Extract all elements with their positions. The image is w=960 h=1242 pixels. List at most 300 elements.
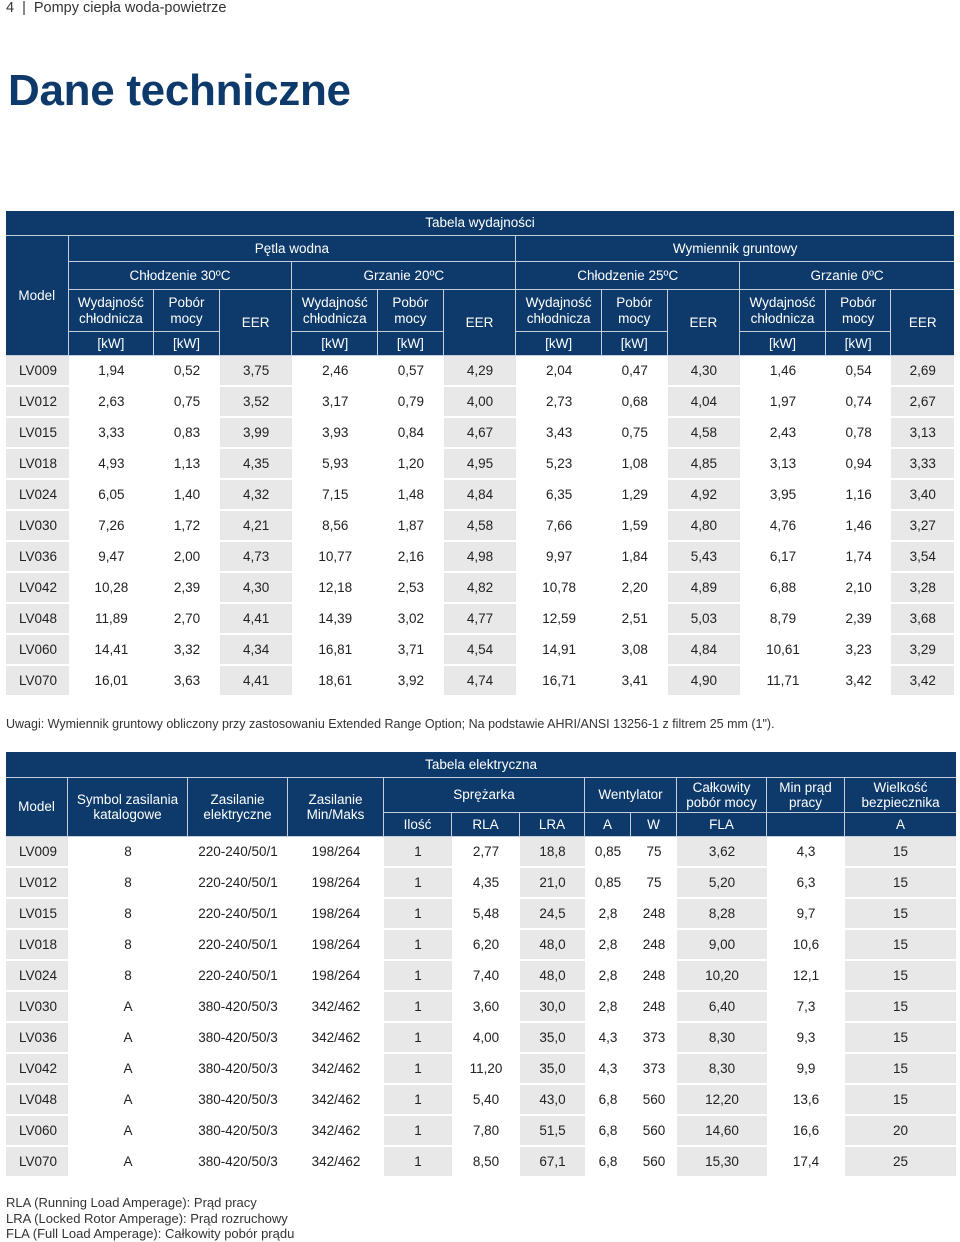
table-cell: 0,78 <box>826 418 892 449</box>
table-cell: 75 <box>631 837 677 868</box>
table-cell: 8 <box>68 930 188 961</box>
table-cell: 10,61 <box>740 635 826 666</box>
row-model: LV018 <box>6 930 68 961</box>
table-cell: 1,72 <box>154 511 220 542</box>
table-cell: 75 <box>631 868 677 899</box>
table-cell: 24,5 <box>520 899 585 930</box>
table-cell: 220-240/50/1 <box>188 837 288 868</box>
row-model: LV060 <box>6 1116 68 1147</box>
table-cell: 8 <box>68 837 188 868</box>
table-cell: 8,30 <box>677 1023 767 1054</box>
table-cell: 342/462 <box>288 1054 384 1085</box>
table-cell: 6,17 <box>740 542 826 573</box>
col-power: Pobór mocy <box>154 290 220 332</box>
table-row <box>6 899 956 930</box>
table-cell: A <box>68 1054 188 1085</box>
table-cell: 5,40 <box>452 1085 520 1116</box>
table-cell: 4,84 <box>444 480 517 511</box>
table-cell: 30,0 <box>520 992 585 1023</box>
col-capacity: Wydajność chłodnicza <box>69 290 155 332</box>
unit-kw: [kW] <box>154 332 220 356</box>
table-cell: 0,75 <box>154 387 220 418</box>
table-cell: 11,20 <box>452 1054 520 1085</box>
table-cell: 248 <box>631 961 677 992</box>
table-cell: 3,13 <box>891 418 954 449</box>
table-cell: 2,20 <box>602 573 668 604</box>
sub-quantity: Ilość <box>384 813 452 837</box>
group-compressor: Sprężarka <box>384 778 585 813</box>
table-cell: 380-420/50/3 <box>188 1085 288 1116</box>
table-cell: 5,20 <box>677 868 767 899</box>
table-row <box>6 1085 956 1116</box>
legend-rla: RLA (Running Load Amperage): Prąd pracy <box>6 1195 257 1210</box>
table-cell: 2,04 <box>516 356 602 387</box>
table-cell: 6,20 <box>452 930 520 961</box>
table-cell: 4,77 <box>444 604 517 635</box>
table-row <box>6 480 954 511</box>
table-cell: 2,53 <box>378 573 444 604</box>
table-cell: 14,91 <box>516 635 602 666</box>
table-cell: 4,58 <box>444 511 517 542</box>
table-cell: 3,54 <box>891 542 954 573</box>
table-cell: 15 <box>845 1023 956 1054</box>
table-cell: 18,61 <box>292 666 378 697</box>
table-row <box>6 573 954 604</box>
table-cell: 12,18 <box>292 573 378 604</box>
table-cell: 0,57 <box>378 356 444 387</box>
performance-table <box>6 211 954 697</box>
table-cell: A <box>68 1023 188 1054</box>
unit-kw: [kW] <box>602 332 668 356</box>
table-row <box>6 449 954 480</box>
table-cell: 4,3 <box>585 1054 631 1085</box>
table-cell: 2,70 <box>154 604 220 635</box>
row-model: LV012 <box>6 868 68 899</box>
table-cell: 16,01 <box>69 666 155 697</box>
table-cell: 560 <box>631 1116 677 1147</box>
table-cell: 1,46 <box>740 356 826 387</box>
page-title: Dane techniczne <box>8 66 351 115</box>
unit-kw: [kW] <box>292 332 378 356</box>
table-cell: 0,83 <box>154 418 220 449</box>
table-cell: 4,04 <box>668 387 741 418</box>
table-cell: 4,90 <box>668 666 741 697</box>
col-power: Pobór mocy <box>826 290 892 332</box>
table-cell: 3,42 <box>891 666 954 697</box>
table-cell: 13,6 <box>767 1085 845 1116</box>
unit-kw: [kW] <box>69 332 155 356</box>
table-cell: 4,89 <box>668 573 741 604</box>
col-model: Model <box>6 236 69 356</box>
table-cell: 9,00 <box>677 930 767 961</box>
table-cell: 14,60 <box>677 1116 767 1147</box>
table-cell: 35,0 <box>520 1023 585 1054</box>
performance-rows <box>6 356 954 697</box>
table-cell: 1 <box>384 1116 452 1147</box>
row-model: LV048 <box>6 1085 68 1116</box>
table-cell: 342/462 <box>288 992 384 1023</box>
table-cell: 4,00 <box>452 1023 520 1054</box>
table-cell: 4,85 <box>668 449 741 480</box>
table-cell: 0,47 <box>602 356 668 387</box>
table-cell: 3,23 <box>826 635 892 666</box>
group-water-loop: Pętla wodna <box>69 236 517 262</box>
table-cell: 20 <box>845 1116 956 1147</box>
table-cell: 1,94 <box>69 356 155 387</box>
table-cell: 4,74 <box>444 666 517 697</box>
unit-kw: [kW] <box>826 332 892 356</box>
table-cell: 220-240/50/1 <box>188 899 288 930</box>
table-row <box>6 930 956 961</box>
col-power: Pobór mocy <box>602 290 668 332</box>
table-cell: 3,32 <box>154 635 220 666</box>
table-cell: 3,60 <box>452 992 520 1023</box>
mode-cooling-25: Chłodzenie 25ºC <box>516 262 740 290</box>
col-supply: Zasilanie elektryczne <box>188 778 288 837</box>
row-model: LV015 <box>6 899 68 930</box>
table-cell: 4,3 <box>585 1023 631 1054</box>
table-cell: 10,20 <box>677 961 767 992</box>
table-cell: 5,03 <box>668 604 741 635</box>
table-cell: 248 <box>631 899 677 930</box>
table-cell: 7,15 <box>292 480 378 511</box>
group-ground-exchanger: Wymiennik gruntowy <box>516 236 954 262</box>
table-cell: 25 <box>845 1147 956 1178</box>
page-number: 4 <box>6 0 15 16</box>
abbreviation-legend <box>6 1195 294 1242</box>
table-cell: 2,8 <box>585 961 631 992</box>
unit-kw: [kW] <box>378 332 444 356</box>
table-cell: 6,05 <box>69 480 155 511</box>
table-cell: 2,16 <box>378 542 444 573</box>
table-row <box>6 992 956 1023</box>
table-cell: 2,10 <box>826 573 892 604</box>
table-cell: 3,33 <box>69 418 155 449</box>
table-cell: 3,95 <box>740 480 826 511</box>
table-cell: 4,73 <box>220 542 293 573</box>
table-cell: 1 <box>384 1023 452 1054</box>
table-cell: 2,77 <box>452 837 520 868</box>
legend-fla: FLA (Full Load Amperage): Całkowity pobór prądu <box>6 1226 295 1241</box>
table-cell: 4,84 <box>668 635 741 666</box>
table-cell: 8,30 <box>677 1054 767 1085</box>
row-model: LV009 <box>6 837 68 868</box>
table-cell: 1 <box>384 930 452 961</box>
table-row <box>6 1116 956 1147</box>
table-cell: 2,8 <box>585 930 631 961</box>
table-cell: 10,77 <box>292 542 378 573</box>
table-cell: 4,29 <box>444 356 517 387</box>
table-row <box>6 511 954 542</box>
table-cell: 560 <box>631 1085 677 1116</box>
table-row <box>6 418 954 449</box>
group-min-current: Min prąd pracy <box>767 778 845 813</box>
table-cell: 380-420/50/3 <box>188 1147 288 1178</box>
row-model: LV060 <box>6 635 69 666</box>
table-cell: 342/462 <box>288 1147 384 1178</box>
table-cell: 2,67 <box>891 387 954 418</box>
table-cell: 3,40 <box>891 480 954 511</box>
table-cell: 9,9 <box>767 1054 845 1085</box>
table-cell: 8,28 <box>677 899 767 930</box>
table-cell: 380-420/50/3 <box>188 1116 288 1147</box>
row-model: LV042 <box>6 1054 68 1085</box>
table-cell: 14,39 <box>292 604 378 635</box>
table-cell: 43,0 <box>520 1085 585 1116</box>
table-cell: 3,42 <box>826 666 892 697</box>
table-cell: 2,73 <box>516 387 602 418</box>
table-cell: 21,0 <box>520 868 585 899</box>
table-cell: 16,6 <box>767 1116 845 1147</box>
table-cell: 16,81 <box>292 635 378 666</box>
table-cell: A <box>68 992 188 1023</box>
table-cell: 15 <box>845 1054 956 1085</box>
unit-kw: [kW] <box>740 332 826 356</box>
table-row <box>6 635 954 666</box>
table-cell: 2,8 <box>585 992 631 1023</box>
table-cell: 16,71 <box>516 666 602 697</box>
table-cell: 3,62 <box>677 837 767 868</box>
table-cell: 1 <box>384 837 452 868</box>
table-cell: 4,30 <box>668 356 741 387</box>
table-cell: 6,8 <box>585 1116 631 1147</box>
table-cell: 2,63 <box>69 387 155 418</box>
table-cell: 0,52 <box>154 356 220 387</box>
table-cell: 2,43 <box>740 418 826 449</box>
table-cell: 4,92 <box>668 480 741 511</box>
header-separator: | <box>22 0 26 16</box>
group-fan: Wentylator <box>585 778 677 813</box>
table-row <box>6 604 954 635</box>
row-model: LV015 <box>6 418 69 449</box>
table-cell: 3,27 <box>891 511 954 542</box>
table-cell: 1,74 <box>826 542 892 573</box>
table-cell: 67,1 <box>520 1147 585 1178</box>
table-row <box>6 837 956 868</box>
table-cell: 4,32 <box>220 480 293 511</box>
table-cell: 1,46 <box>826 511 892 542</box>
table-cell: 35,0 <box>520 1054 585 1085</box>
table-cell: 0,85 <box>585 837 631 868</box>
mode-cooling-30: Chłodzenie 30ºC <box>69 262 293 290</box>
table-cell: 3,52 <box>220 387 293 418</box>
table-cell: 1 <box>384 961 452 992</box>
table-cell: 380-420/50/3 <box>188 1023 288 1054</box>
table-cell: 2,39 <box>154 573 220 604</box>
table-cell: 48,0 <box>520 930 585 961</box>
table-cell: A <box>68 1147 188 1178</box>
table-row <box>6 666 954 697</box>
table-cell: 3,17 <box>292 387 378 418</box>
table-cell: 17,4 <box>767 1147 845 1178</box>
table-cell: 198/264 <box>288 961 384 992</box>
table-cell: 4,35 <box>220 449 293 480</box>
legend-lra: LRA (Locked Rotor Amperage): Prąd rozruchowy <box>6 1210 288 1226</box>
row-model: LV018 <box>6 449 69 480</box>
table-cell: A <box>68 1085 188 1116</box>
table-cell: 198/264 <box>288 930 384 961</box>
table-cell: 220-240/50/1 <box>188 930 288 961</box>
table-cell: 1,40 <box>154 480 220 511</box>
table-cell: 51,5 <box>520 1116 585 1147</box>
col-model: Model <box>6 778 68 837</box>
table-cell: 4,80 <box>668 511 741 542</box>
table-cell: 380-420/50/3 <box>188 1054 288 1085</box>
table-cell: 14,41 <box>69 635 155 666</box>
table-cell: 220-240/50/1 <box>188 868 288 899</box>
table-cell: 1,29 <box>602 480 668 511</box>
table-cell: 15 <box>845 992 956 1023</box>
table-cell: 0,79 <box>378 387 444 418</box>
table-cell: 4,21 <box>220 511 293 542</box>
mode-heating-20: Grzanie 20ºC <box>292 262 516 290</box>
sub-rla: RLA <box>452 813 520 837</box>
table-row <box>6 387 954 418</box>
table-cell: 15 <box>845 837 956 868</box>
table-cell: 6,88 <box>740 573 826 604</box>
table-cell: 15 <box>845 1085 956 1116</box>
table-cell: 18,8 <box>520 837 585 868</box>
table-cell: 373 <box>631 1054 677 1085</box>
table-cell: 48,0 <box>520 961 585 992</box>
table-cell: A <box>68 1116 188 1147</box>
row-model: LV070 <box>6 666 69 697</box>
table-cell: 3,71 <box>378 635 444 666</box>
table-cell: 373 <box>631 1023 677 1054</box>
table-cell: 198/264 <box>288 899 384 930</box>
table-cell: 1 <box>384 899 452 930</box>
table-cell: 9,97 <box>516 542 602 573</box>
table-cell: 4,98 <box>444 542 517 573</box>
table-cell: 15 <box>845 930 956 961</box>
table-cell: 4,82 <box>444 573 517 604</box>
table-cell: 3,02 <box>378 604 444 635</box>
table-cell: 12,1 <box>767 961 845 992</box>
table-cell: 3,29 <box>891 635 954 666</box>
table-cell: 4,95 <box>444 449 517 480</box>
performance-note: Uwagi: Wymiennik gruntowy obliczony przy zastosowaniu Extended Range Option; Na podstawie AHRI/ANSI 13256-1 z filtrem 25 mm (1"). <box>6 717 775 731</box>
table-cell: 4,3 <box>767 837 845 868</box>
table-cell: 15 <box>845 899 956 930</box>
table-cell: 3,43 <box>516 418 602 449</box>
table-cell: 248 <box>631 930 677 961</box>
row-model: LV030 <box>6 992 68 1023</box>
sub-fan-amps: A <box>585 813 631 837</box>
table-cell: 4,67 <box>444 418 517 449</box>
page-header <box>6 0 226 16</box>
table-cell: 12,20 <box>677 1085 767 1116</box>
table-cell: 1,20 <box>378 449 444 480</box>
table-cell: 15,30 <box>677 1147 767 1178</box>
table-cell: 15 <box>845 961 956 992</box>
table-cell: 2,51 <box>602 604 668 635</box>
col-capacity: Wydajność chłodnicza <box>740 290 826 332</box>
table-cell: 1,16 <box>826 480 892 511</box>
table-cell: 7,3 <box>767 992 845 1023</box>
table-cell: 8,50 <box>452 1147 520 1178</box>
row-model: LV024 <box>6 961 68 992</box>
col-capacity: Wydajność chłodnicza <box>516 290 602 332</box>
row-model: LV036 <box>6 542 69 573</box>
table-row <box>6 542 954 573</box>
table-cell: 2,69 <box>891 356 954 387</box>
table-cell: 6,35 <box>516 480 602 511</box>
table-cell: 380-420/50/3 <box>188 992 288 1023</box>
table-cell: 4,34 <box>220 635 293 666</box>
table-cell: 4,41 <box>220 604 293 635</box>
table-cell: 0,54 <box>826 356 892 387</box>
table-cell: 4,30 <box>220 573 293 604</box>
row-model: LV012 <box>6 387 69 418</box>
electrical-rows <box>6 837 956 1178</box>
table-cell: 1,59 <box>602 511 668 542</box>
col-eer: EER <box>220 290 293 356</box>
table-cell: 1 <box>384 1085 452 1116</box>
table-cell: 0,84 <box>378 418 444 449</box>
col-eer: EER <box>668 290 741 356</box>
table-cell: 3,75 <box>220 356 293 387</box>
table-cell: 342/462 <box>288 1023 384 1054</box>
table-cell: 5,48 <box>452 899 520 930</box>
col-power: Pobór mocy <box>378 290 444 332</box>
table-cell: 8 <box>68 961 188 992</box>
table-cell: 3,99 <box>220 418 293 449</box>
table-cell: 2,00 <box>154 542 220 573</box>
table-cell: 1 <box>384 992 452 1023</box>
table-cell: 0,68 <box>602 387 668 418</box>
table-cell: 11,89 <box>69 604 155 635</box>
unit-kw: [kW] <box>516 332 602 356</box>
table-cell: 10,78 <box>516 573 602 604</box>
table-cell: 5,43 <box>668 542 741 573</box>
table-cell: 0,85 <box>585 868 631 899</box>
table-cell: 198/264 <box>288 868 384 899</box>
table-cell: 3,68 <box>891 604 954 635</box>
table-row <box>6 961 956 992</box>
table-cell: 2,39 <box>826 604 892 635</box>
table-cell: 1,48 <box>378 480 444 511</box>
table-cell: 0,94 <box>826 449 892 480</box>
table-cell: 4,35 <box>452 868 520 899</box>
table-cell: 9,7 <box>767 899 845 930</box>
table-cell: 3,13 <box>740 449 826 480</box>
table-cell: 8,56 <box>292 511 378 542</box>
row-model: LV036 <box>6 1023 68 1054</box>
sub-fla: FLA <box>677 813 767 837</box>
table-cell: 1,08 <box>602 449 668 480</box>
col-eer: EER <box>891 290 954 356</box>
table-cell: 2,8 <box>585 899 631 930</box>
table-cell: 7,66 <box>516 511 602 542</box>
table-cell: 3,41 <box>602 666 668 697</box>
table-cell: 4,00 <box>444 387 517 418</box>
table-cell: 1,87 <box>378 511 444 542</box>
table-cell: 3,08 <box>602 635 668 666</box>
col-supply-minmax: Zasilanie Min/Maks <box>288 778 384 837</box>
table-cell: 4,54 <box>444 635 517 666</box>
table-cell: 8,79 <box>740 604 826 635</box>
table-cell: 3,63 <box>154 666 220 697</box>
table-cell: 6,8 <box>585 1085 631 1116</box>
electrical-table <box>6 752 956 1178</box>
group-total-power: Całkowity pobór mocy <box>677 778 767 813</box>
table-cell: 8 <box>68 868 188 899</box>
row-model: LV048 <box>6 604 69 635</box>
table-row <box>6 356 954 387</box>
table-cell: 12,59 <box>516 604 602 635</box>
sub-fan-watts: W <box>631 813 677 837</box>
table-row <box>6 1147 956 1178</box>
